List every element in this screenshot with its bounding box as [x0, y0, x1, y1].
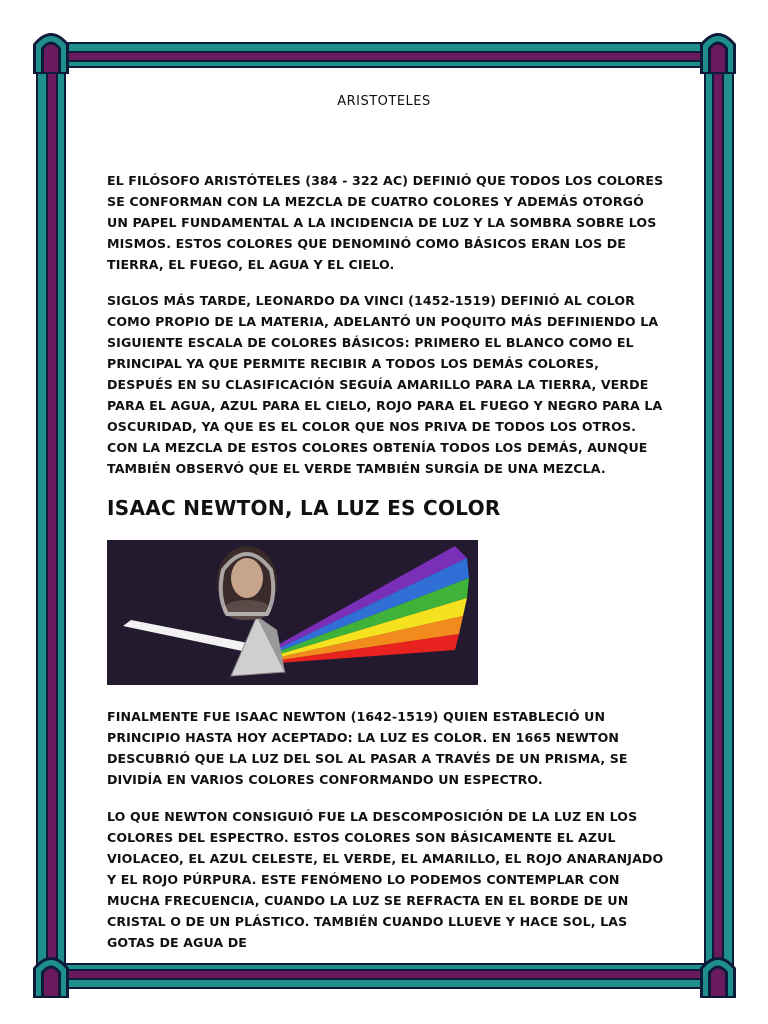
- frame-corner-ornament-bottom-right: [698, 952, 738, 1000]
- paragraph-aristoteles: EL FILÓSOFO ARISTÓTELES (384 - 322 AC) DEFINIÓ QUE TODOS LOS COLORES SE CONFORMAN CON LA MEZCLA DE CUATRO COLORES Y ADEMÁS OTORGÓ UN PAPEL FUNDAMENTAL A LA INCIDENCIA DE LUZ Y LA SOMBRA SOBRE LOS MISMOS. ESTOS COLORES QUE DENOMINÓ COMO BÁSICOS ERAN LOS DE TIERRA, EL FUEGO, EL AGUA Y EL CIELO.: [107, 173, 664, 272]
- frame-right-border: [704, 56, 734, 968]
- prism-spectrum-illustration: [107, 540, 478, 685]
- section-title-newton: ISAAC NEWTON, LA LUZ ES COLOR: [107, 496, 501, 520]
- paragraph-newton-spectrum: LO QUE NEWTON CONSIGUIÓ FUE LA DESCOMPOSICIÓN DE LA LUZ EN LOS COLORES DEL ESPECTRO. ESTOS COLORES SON BÁSICAMENTE EL AZUL VIOLACEO, EL AZUL CELESTE, EL VERDE, EL AMARILLO, EL ROJO ANARANJADO Y EL ROJO PÚRPURA. ESTE FENÓMENO LO PODEMOS CONTEMPLAR CON MUCHA FRECUENCIA, CUANDO LA LUZ SE REFRACTA EN EL BORDE DE UN CRISTAL O DE UN PLÁSTICO. TAMBIÉN CUANDO LLUEVE Y HACE SOL, LAS GOTAS DE AGUA DE: [107, 809, 664, 950]
- frame-bottom-border: [56, 963, 712, 989]
- paragraph-newton-intro: FINALMENTE FUE ISAAC NEWTON (1642-1519) QUIEN ESTABLECIÓ UN PRINCIPIO HASTA HOY ACEPTADO: LA LUZ ES COLOR. EN 1665 NEWTON DESCUBRIÓ QUE LA LUZ DEL SOL AL PASAR A TRAVÉS DE UN PRISMA, SE DIVIDÍA EN VARIOS COLORES CONFORMANDO UN ESPECTRO.: [107, 709, 628, 787]
- prism-spectrum-svg: [107, 540, 478, 685]
- paragraph-da-vinci: SIGLOS MÁS TARDE, LEONARDO DA VINCI (1452-1519) DEFINIÓ AL COLOR COMO PROPIO DE LA MATERIA, ADELANTÓ UN POQUITO MÁS DEFINIENDO LA SIGUIENTE ESCALA DE COLORES BÁSICOS: PRIMERO EL BLANCO COMO EL PRINCIPAL YA QUE PERMITE RECIBIR A TODOS LOS DEMÁS COLORES, DESPUÉS EN SU CLASIFICACIÓN SEGUÍA AMARILLO PARA LA TIERRA, VERDE PARA EL AGUA, AZUL PARA EL CIELO, ROJO PARA EL FUEGO Y NEGRO PARA LA OSCURIDAD, YA QUE ES EL COLOR QUE NOS PRIVA DE TODOS LOS OTROS. CON LA MEZCLA DE ESTOS COLORES OBTENÍA TODOS LOS DEMÁS, AUNQUE TAMBIÉN OBSERVÓ QUE EL VERDE TAMBIÉN SURGÍA DE UNA MEZCLA.: [107, 293, 663, 476]
- page-heading: ARISTOTELES: [337, 94, 431, 109]
- frame-corner-ornament-top-left: [31, 28, 71, 76]
- newton-portrait: [217, 546, 277, 620]
- frame-corner-ornament-top-right: [698, 28, 738, 76]
- frame-left-border: [36, 56, 66, 968]
- frame-top-border: [56, 42, 712, 68]
- frame-corner-ornament-bottom-left: [31, 952, 71, 1000]
